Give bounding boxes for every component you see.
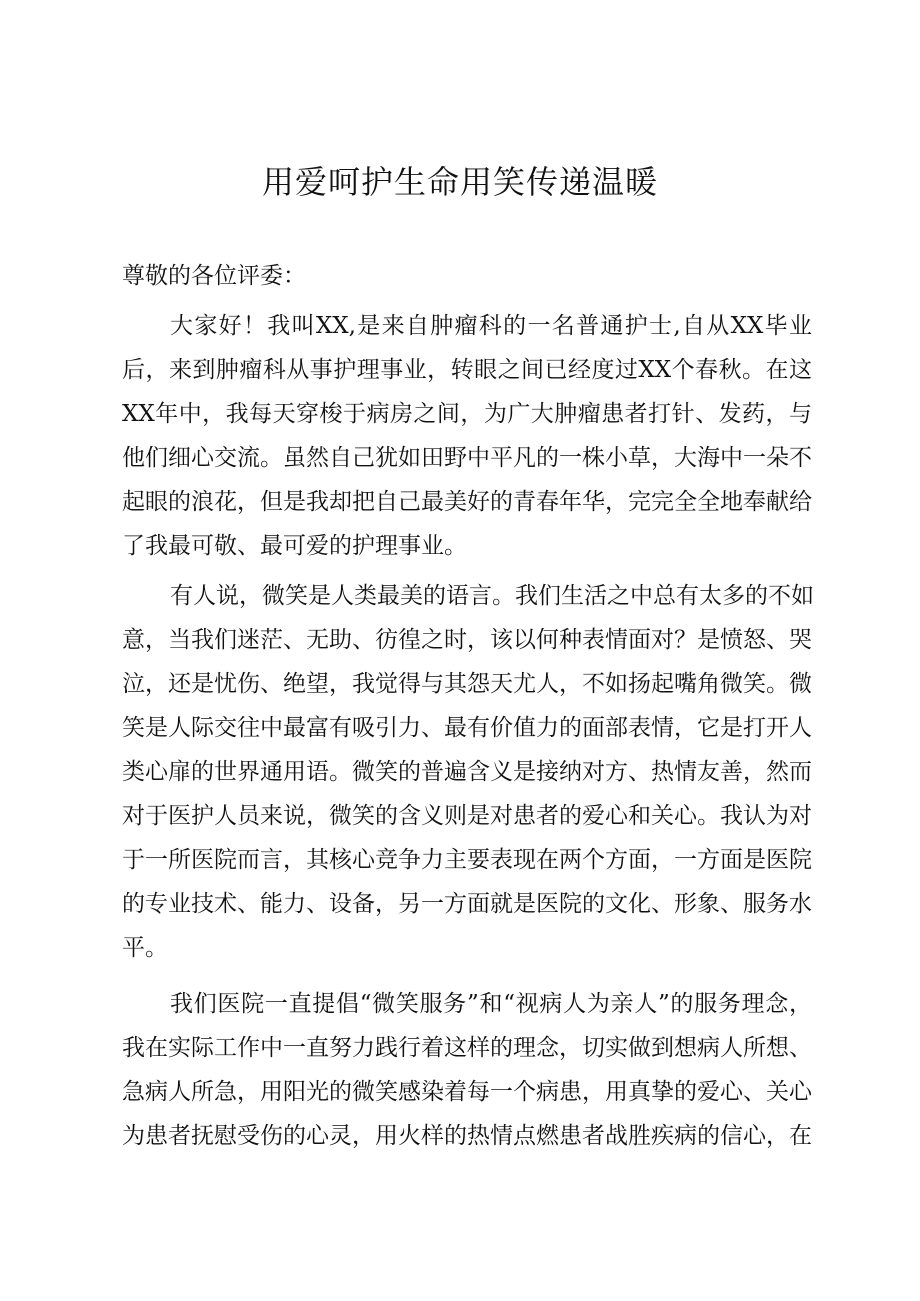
- paragraph-line: 有人说，微笑是人类最美的语言。我们生活之中总有太多的不如: [170, 583, 814, 609]
- paragraph-line: 于一所医院而言，其核心竞争力主要表现在两个方面，一方面是医院: [122, 847, 812, 873]
- paragraph-line: 急病人所急，用阳光的微笑感染着每一个病患，用真挚的爱心、关心: [122, 1079, 812, 1105]
- document-body: [122, 254, 812, 1158]
- salutation: 尊敬的各位评委：: [122, 263, 306, 289]
- paragraph-line: 笑是人际交往中最富有吸引力、最有价值力的面部表情，它是打开人: [122, 715, 812, 741]
- paragraph-1: [122, 304, 812, 568]
- paragraph-line: XX年中，我每天穿梭于病房之间，为广大肿瘤患者打针、发药，与: [122, 401, 812, 427]
- paragraph-line: 大家好！我叫XX,是来自肿瘤科的一名普通护士,自从XX毕业: [170, 313, 812, 339]
- paragraph-line: 起眼的浪花，但是我却把自己最美好的青春年华，完完全全地奉献给: [122, 489, 812, 515]
- paragraph-line: 类心扉的世界通用语。微笑的普遍含义是接纳对方、热情友善，然而: [122, 759, 812, 785]
- document-title: 用爱呵护生命用笑传递温暖: [261, 163, 658, 201]
- paragraph-line: 我们医院一直提倡“微笑服务”和“视病人为亲人”的服务理念，: [170, 991, 812, 1017]
- paragraph-line: 他们细心交流。虽然自己犹如田野中平凡的一株小草，大海中一朵不: [122, 445, 812, 471]
- paragraph-line: 后，来到肿瘤科从事护理事业，转眼之间已经度过XX个春秋。在这: [122, 357, 812, 383]
- paragraph-line: 平。: [122, 935, 168, 961]
- paragraph-line: 我在实际工作中一直努力践行着这样的理念，切实做到想病人所想、: [122, 1035, 812, 1061]
- paragraph-line: 泣，还是忧伤、绝望，我觉得与其怨天尤人，不如扬起嘴角微笑。微: [122, 671, 812, 697]
- paragraph-line: 对于医护人员来说，微笑的含义则是对患者的爱心和关心。我认为对: [122, 803, 812, 829]
- paragraph-line: 的专业技术、能力、设备，另一方面就是医院的文化、形象、服务水: [122, 891, 812, 917]
- paragraph-line: 了我最可敬、最可爱的护理事业。: [122, 533, 467, 559]
- paragraph-line: 为患者抚慰受伤的心灵，用火样的热情点燃患者战胜疾病的信心，在: [122, 1123, 812, 1149]
- paragraph-3: [122, 982, 812, 1158]
- paragraph-2: [122, 574, 812, 970]
- paragraph-line: 意，当我们迷茫、无助、彷徨之时，该以何种表情面对？是愤怒、哭: [122, 627, 812, 653]
